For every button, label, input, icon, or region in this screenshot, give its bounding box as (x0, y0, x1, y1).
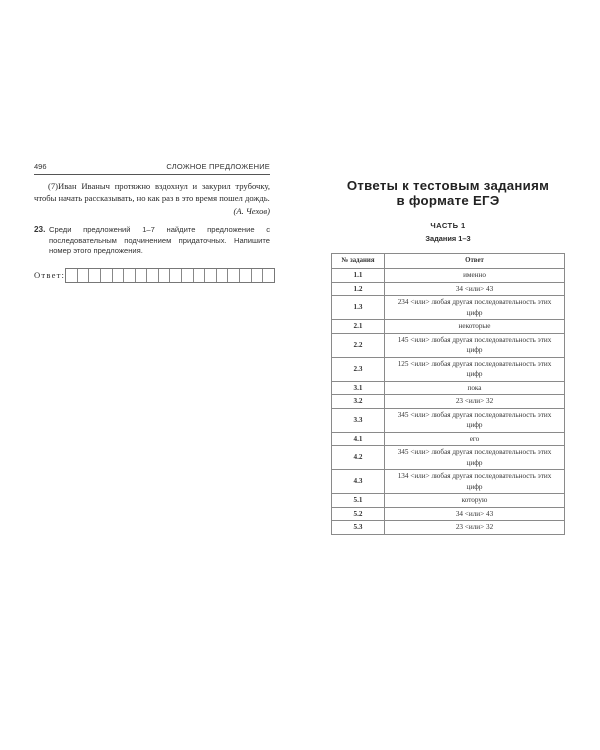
quote-text: (7)Иван Иваныч протяжно вздохнул и закурил трубочку, чтобы начать рассказывать, но как раз в это время пошел дождь. (34, 181, 270, 203)
answer-cell[interactable] (228, 269, 240, 282)
task-number-cell: 4.3 (332, 470, 385, 494)
quote-block (34, 181, 270, 204)
task-number-cell: 1.1 (332, 269, 385, 283)
answer-label: Ответ: (34, 270, 66, 280)
section-subtitle: Задания 1–3 (425, 234, 471, 243)
task-number-cell: 5.3 (332, 521, 385, 535)
task-number-cell: 4.1 (332, 432, 385, 446)
answer-cell[interactable] (124, 269, 136, 282)
table-row (332, 381, 565, 395)
answer-cell[interactable] (170, 269, 182, 282)
answer-cell: 34 <или> 43 (385, 282, 565, 296)
task-number-cell: 3.2 (332, 395, 385, 409)
column-header-answer: Ответ (385, 254, 565, 269)
answer-cell: 23 <или> 32 (385, 395, 565, 409)
page-title (331, 178, 565, 208)
answer-cell: некоторые (385, 320, 565, 334)
answer-cell: 23 <или> 32 (385, 521, 565, 535)
answer-cell: 125 <или> любая другая последовательность этих цифр (385, 357, 565, 381)
task-number-cell: 4.2 (332, 446, 385, 470)
answer-input-grid[interactable] (65, 268, 275, 283)
table-row (332, 470, 565, 494)
answer-cell[interactable] (194, 269, 206, 282)
answer-cell[interactable] (66, 269, 78, 282)
table-row (332, 282, 565, 296)
answer-cell[interactable] (159, 269, 171, 282)
task-number-cell: 5.2 (332, 507, 385, 521)
column-header-number: № задания (332, 254, 385, 269)
table-row (332, 357, 565, 381)
answer-cell: именно (385, 269, 565, 283)
table-row (332, 320, 565, 334)
answer-cell[interactable] (136, 269, 148, 282)
table-row (332, 269, 565, 283)
title-line-1: Ответы к тестовым заданиям (346, 178, 550, 193)
right-page (331, 178, 565, 243)
answer-cell: 34 <или> 43 (385, 507, 565, 521)
table-header-row (332, 254, 565, 269)
answer-cell[interactable] (113, 269, 125, 282)
title-line-2: в формате ЕГЭ (396, 193, 500, 208)
answer-cell: 145 <или> любая другая последовательность этих цифр (385, 333, 565, 357)
table-row (332, 408, 565, 432)
task-number-cell: 3.3 (332, 408, 385, 432)
table-row (332, 446, 565, 470)
answer-cell: 345 <или> любая другая последовательность этих цифр (385, 408, 565, 432)
task-number-cell: 5.1 (332, 494, 385, 508)
task-text: Среди предложений 1–7 найдите предложение с последовательным подчинением придаточных. Напишите номер этого предложения. (49, 225, 270, 255)
task-number-cell: 2.2 (332, 333, 385, 357)
answer-cell[interactable] (101, 269, 113, 282)
table-row (332, 521, 565, 535)
running-title: СЛОЖНОЕ ПРЕДЛОЖЕНИЕ (166, 162, 270, 171)
task-number: 23. (34, 225, 46, 234)
answer-row (34, 268, 270, 283)
part-title: ЧАСТЬ 1 (430, 221, 466, 230)
table-row (332, 494, 565, 508)
task-number-cell: 1.3 (332, 296, 385, 320)
running-head (34, 160, 270, 175)
page-number: 496 (34, 162, 47, 171)
answer-cell[interactable] (78, 269, 90, 282)
answer-cell: 345 <или> любая другая последовательность этих цифр (385, 446, 565, 470)
answer-cell[interactable] (205, 269, 217, 282)
table-row (332, 333, 565, 357)
quote-author: (А. Чехов) (233, 206, 270, 216)
task-number-cell: 2.1 (332, 320, 385, 334)
left-page (34, 160, 270, 283)
answer-cell[interactable] (252, 269, 264, 282)
task-number-cell: 3.1 (332, 381, 385, 395)
table-row (332, 432, 565, 446)
answer-cell: которую (385, 494, 565, 508)
table-row (332, 296, 565, 320)
answer-cell: пока (385, 381, 565, 395)
answer-cell[interactable] (147, 269, 159, 282)
answer-cell[interactable] (217, 269, 229, 282)
answer-cell[interactable] (263, 269, 274, 282)
answer-cell[interactable] (240, 269, 252, 282)
task-23 (34, 225, 270, 257)
task-number-cell: 1.2 (332, 282, 385, 296)
answer-cell: 234 <или> любая другая последовательность этих цифр (385, 296, 565, 320)
answers-table (331, 253, 565, 535)
table-row (332, 507, 565, 521)
answer-cell: его (385, 432, 565, 446)
answer-cell: 134 <или> любая другая последовательность этих цифр (385, 470, 565, 494)
table-row (332, 395, 565, 409)
answer-cell[interactable] (89, 269, 101, 282)
answer-cell[interactable] (182, 269, 194, 282)
task-number-cell: 2.3 (332, 357, 385, 381)
